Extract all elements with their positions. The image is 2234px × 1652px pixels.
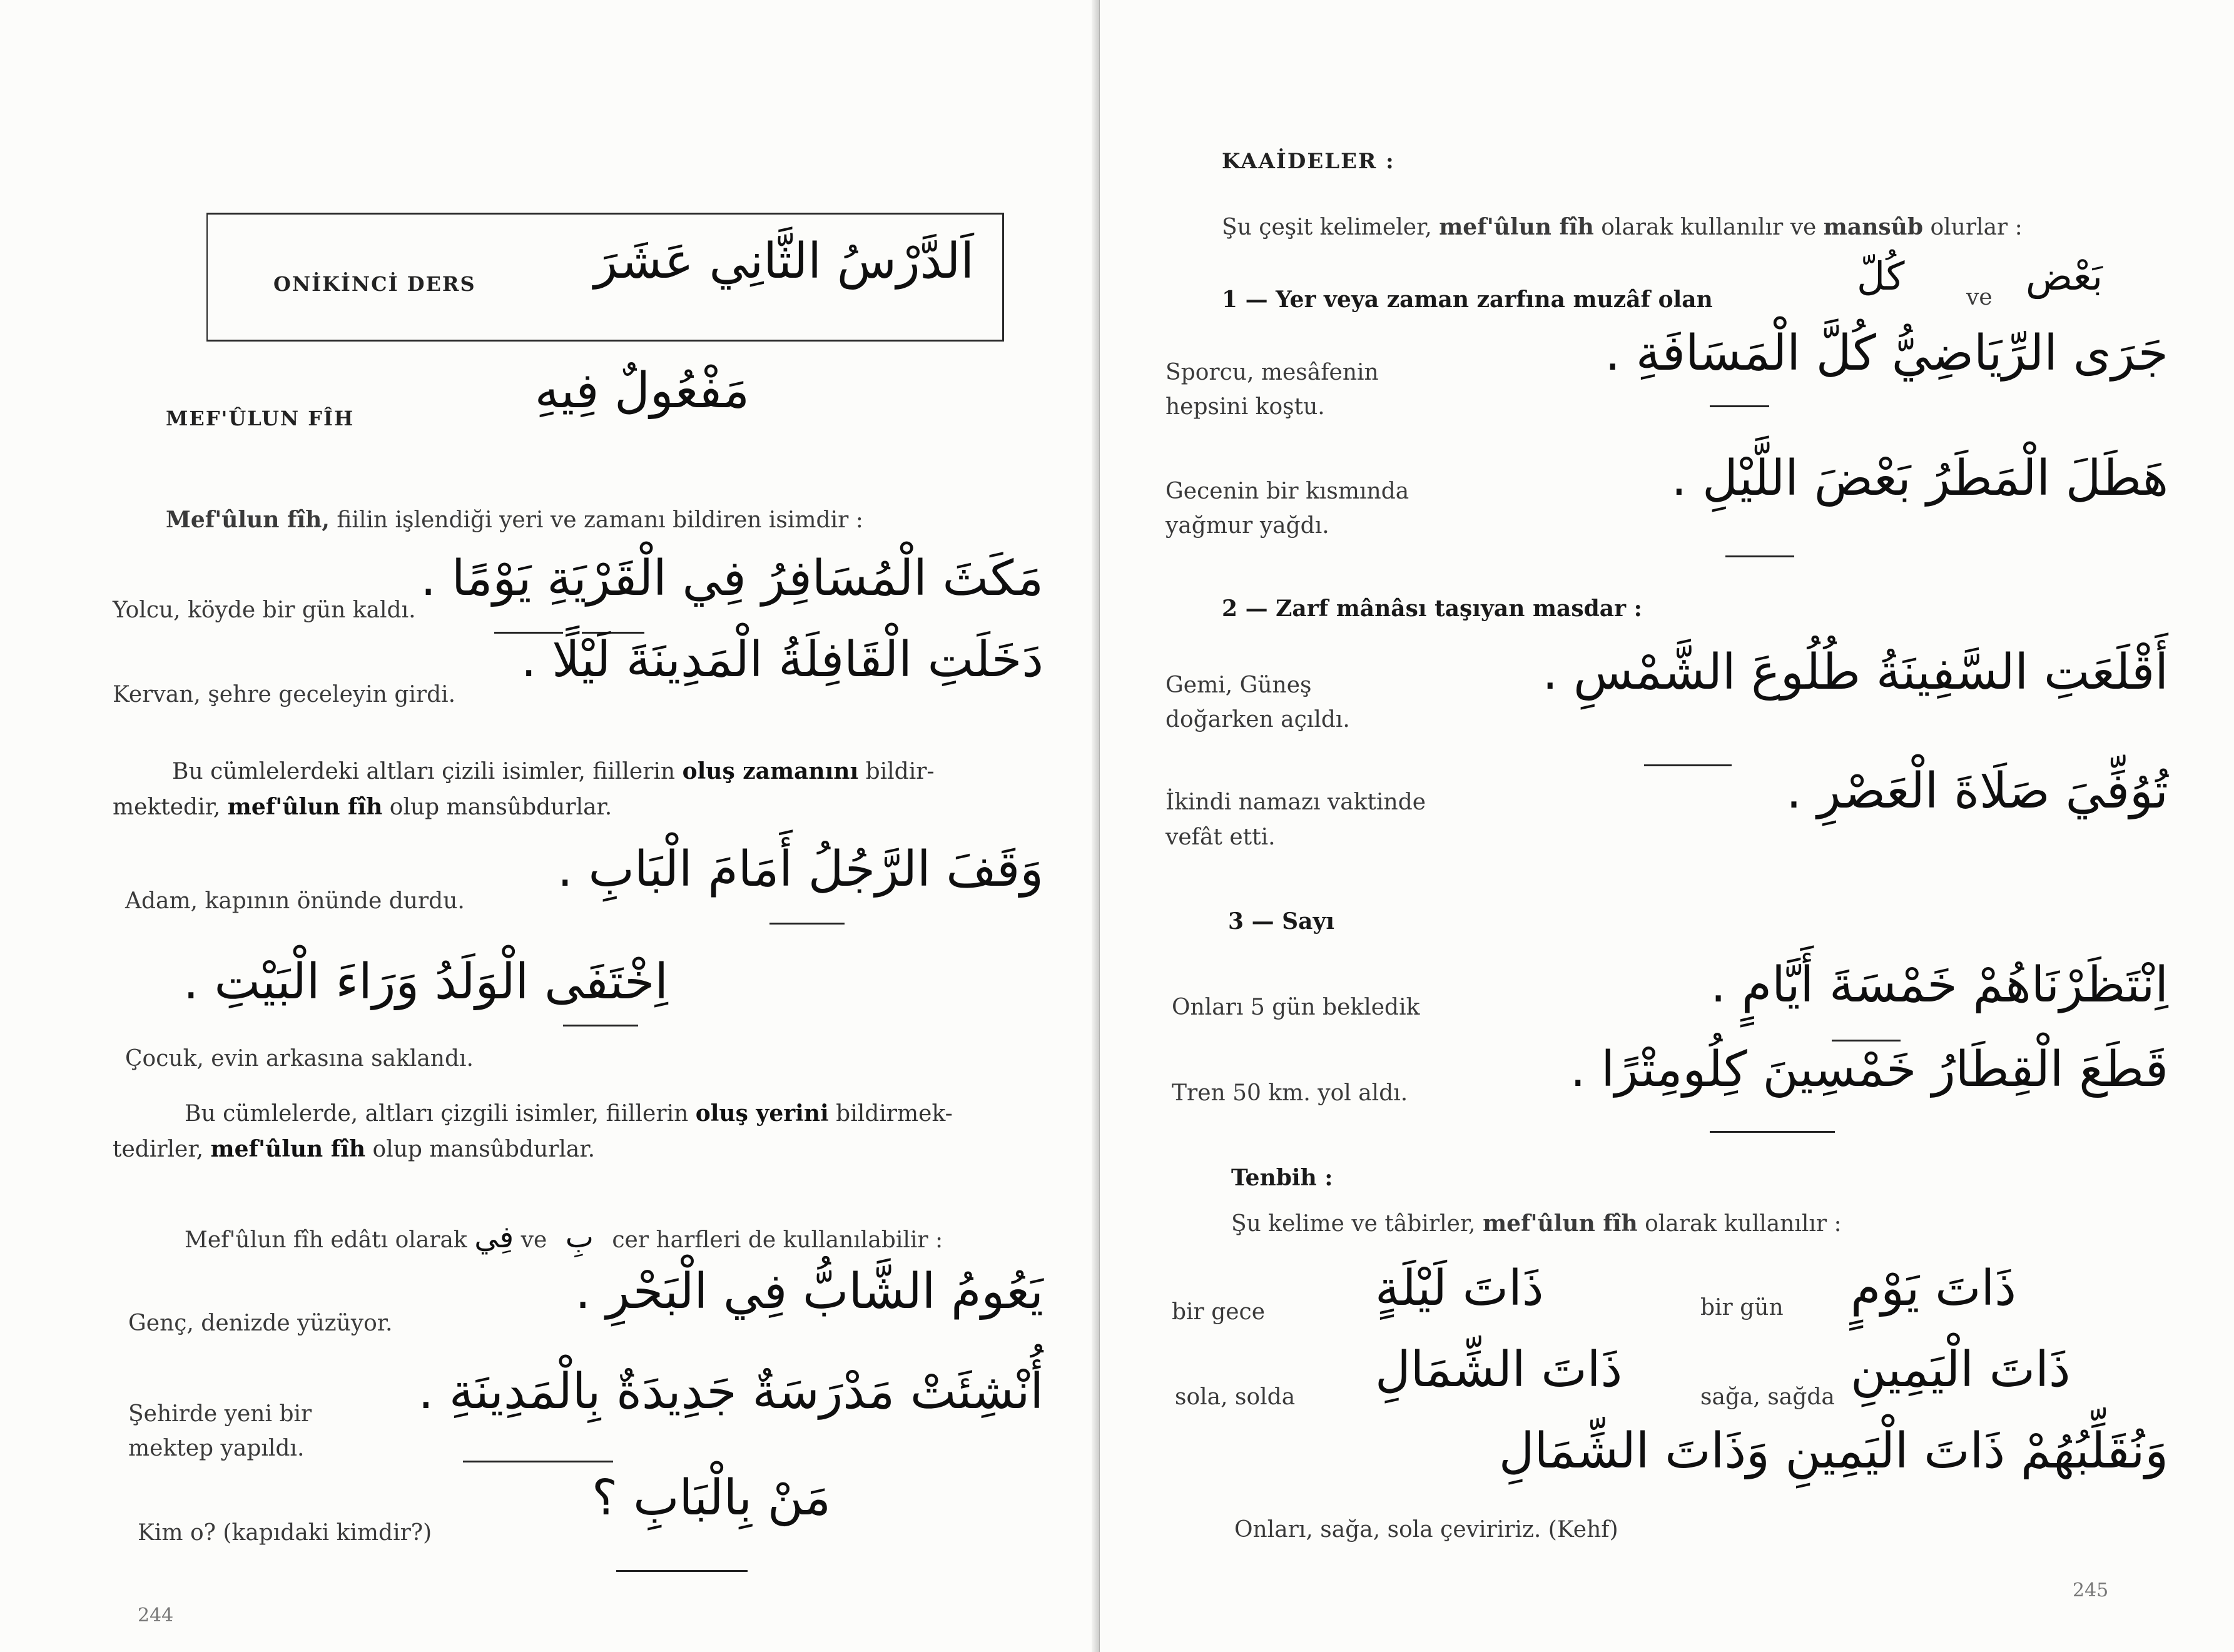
- rule-3-label: 3 — Sayı: [1228, 908, 1335, 935]
- example-rule2-1-tr1: Gemi, Güneş: [1165, 672, 1312, 698]
- example-rule1-1-tr2: hepsini koştu.: [1165, 394, 1325, 420]
- underline: [463, 1461, 613, 1462]
- example-harf-2-tr2: mektep yapıldı.: [128, 1436, 305, 1461]
- example-rule3-1-tr: Onları 5 gün bekledik: [1172, 995, 1420, 1020]
- rule-1-ve: ve: [1966, 285, 1993, 310]
- underline: [1644, 764, 1732, 766]
- example-rule2-1-tr2: doğarken açıldı.: [1165, 707, 1350, 732]
- underline: [769, 923, 845, 925]
- rule-2-label: 2 — Zarf mânâsı taşıyan masdar :: [1222, 595, 1642, 622]
- rule-1-label: 1 — Yer veya zaman zarfına muzâf olan: [1222, 286, 1713, 313]
- example-rule2-2-tr1: İkindi namazı vaktinde: [1165, 789, 1426, 815]
- intro-bold: mansûb: [1823, 214, 1924, 240]
- example-harf-1-ar: يَعُومُ الشَّابُّ فِي الْبَحْرِ .: [575, 1264, 1043, 1320]
- harf-note-text: cer harfleri de kullanılabilir :: [612, 1227, 943, 1253]
- intro-text: olurlar :: [1930, 215, 2023, 240]
- harf-note-text: Mef'ûlun fîh edâtı olarak: [185, 1227, 467, 1253]
- definition-term: Mef'ûlun fîh,: [166, 507, 330, 533]
- definition: [166, 507, 863, 533]
- underline: [1725, 555, 1794, 557]
- example-time-1-tr: Yolcu, köyde bir gün kaldı.: [113, 597, 416, 623]
- tenbih-label: Tenbih :: [1231, 1165, 1333, 1191]
- left-page: [0, 0, 1100, 1652]
- example-harf-3-ar: مَنْ بِالْبَابِ ؟: [591, 1470, 831, 1526]
- phrase-3-tr: sola, solda: [1175, 1384, 1296, 1410]
- note-place-text: bildirmek-: [836, 1101, 953, 1127]
- example-rule1-2-ar: هَطَلَ الْمَطَرُ بَعْضَ اللَّيْلِ .: [1671, 450, 2168, 507]
- lesson-title-ar: اَلدَّرْسُ الثَّانِي عَشَرَ: [594, 233, 974, 290]
- note-time-bold: oluş zamanını: [682, 758, 859, 784]
- note-time-text: olup mansûbdurlar.: [389, 794, 612, 820]
- lesson-title-tr: ONİKİNCİ DERS: [273, 272, 476, 296]
- example-place-1-tr: Adam, kapının önünde durdu.: [125, 888, 465, 914]
- example-rule3-1-ar: اِنْتَظَرْنَاهُمْ خَمْسَةَ أَيَّامٍ .: [1710, 957, 2168, 1013]
- tenbih-bold: mef'ûlun fîh: [1483, 1210, 1638, 1237]
- example-harf-3-tr: Kim o? (kapıdaki kimdir?): [138, 1520, 432, 1546]
- intro-text: olarak kullanılır ve: [1601, 215, 1817, 240]
- underline: [616, 1570, 748, 1572]
- phrase-2-tr: bir gün: [1700, 1295, 1784, 1320]
- phrase-4-ar: ذَاتَ الْيَمِينِ: [1851, 1342, 2071, 1398]
- example-time-2-ar: دَخَلَتِ الْقَافِلَةُ الْمَدِينَةَ لَيْلًا .: [520, 632, 1043, 688]
- topic-title-tr: MEF'ÛLUN FÎH: [166, 407, 355, 430]
- example-rule3-2-ar: قَطَعَ الْقِطَارُ خَمْسِينَ كِلُومِتْرًا .: [1570, 1041, 2168, 1098]
- quote-tr: Onları, sağa, sola çeviririz. (Kehf): [1234, 1517, 1618, 1543]
- example-place-2-ar: اِخْتَفَى الْوَلَدُ وَرَاءَ الْبَيْتِ .: [183, 954, 668, 1010]
- note-place-bold: mef'ûlun fîh: [210, 1136, 366, 1162]
- example-rule2-2-ar: تُوُفِّيَ صَلَاةَ الْعَصْرِ .: [1786, 763, 2168, 819]
- example-rule1-2-tr2: yağmur yağdı.: [1165, 513, 1329, 539]
- example-place-1-ar: وَقَفَ الرَّجُلُ أَمَامَ الْبَابِ .: [557, 841, 1043, 898]
- example-harf-2-tr1: Şehirde yeni bir: [128, 1401, 312, 1427]
- harf-note-ar: فِي: [474, 1220, 514, 1255]
- example-rule1-1-tr1: Sporcu, mesâfenin: [1165, 360, 1379, 385]
- intro-bold: mef'ûlun fîh: [1439, 214, 1594, 240]
- note-time-text: mektedir,: [113, 794, 221, 820]
- example-rule1-2-tr1: Gecenin bir kısmında: [1165, 479, 1409, 504]
- harf-note-ar: بِ: [565, 1220, 594, 1255]
- tenbih-text: [1231, 1210, 1842, 1237]
- note-place-text: tedirler,: [113, 1137, 204, 1162]
- note-time-text: Bu cümlelerdeki altları çizili isimler, fiillerin: [172, 759, 676, 784]
- example-time-1-ar: مَكَثَ الْمُسَافِرُ فِي الْقَرْيَةِ يَوْمًا .: [420, 550, 1043, 607]
- lesson-title-box: [206, 213, 1004, 342]
- page-number-right: 245: [2073, 1579, 2109, 1601]
- note-place-text: Bu cümlelerde, altları çizgili isimler, fiillerin: [185, 1101, 689, 1127]
- rules-heading: KAAİDELER :: [1222, 149, 1395, 174]
- underline: [1710, 405, 1769, 407]
- page-number-left: 244: [138, 1604, 174, 1626]
- example-rule1-1-ar: جَرَى الرِّيَاضِيُّ كُلَّ الْمَسَافَةِ .: [1605, 325, 2168, 382]
- quote-ar: وَنُقَلِّبُهُمْ ذَاتَ الْيَمِينِ وَذَاتَ الشِّمَالِ: [1498, 1423, 2168, 1479]
- rule-1-ar2: بَعْض: [2026, 253, 2103, 299]
- right-page: [1100, 0, 2234, 1652]
- example-rule3-2-tr: Tren 50 km. yol aldı.: [1172, 1080, 1408, 1106]
- phrase-1-tr: bir gece: [1172, 1299, 1266, 1325]
- example-rule2-2-tr2: vefât etti.: [1165, 824, 1276, 850]
- example-harf-1-tr: Genç, denizde yüzüyor.: [128, 1310, 393, 1336]
- intro-text: Şu çeşit kelimeler,: [1222, 215, 1432, 240]
- tenbih-text-part: olarak kullanılır :: [1645, 1211, 1842, 1237]
- rule-1-ar1: كُلّ: [1857, 253, 1905, 299]
- example-time-2-tr: Kervan, şehre geceleyin girdi.: [113, 682, 456, 707]
- note-place: [113, 1096, 1064, 1167]
- note-place-text: olup mansûbdurlar.: [372, 1137, 596, 1162]
- topic-title-ar: مَفْعُولٌ فِيهِ: [534, 363, 749, 419]
- example-rule2-1-ar: أَقْلَعَتِ السَّفِينَةُ طُلُوعَ الشَّمْسِ .: [1542, 644, 2168, 701]
- phrase-4-tr: sağa, sağda: [1700, 1384, 1835, 1410]
- note-place-bold: oluş yerini: [695, 1100, 829, 1127]
- harf-note-text: ve: [520, 1227, 547, 1253]
- underline: [1710, 1131, 1835, 1133]
- note-time-bold: mef'ûlun fîh: [227, 794, 383, 820]
- phrase-3-ar: ذَاتَ الشِّمَالِ: [1375, 1342, 1623, 1398]
- tenbih-text-part: Şu kelime ve tâbirler,: [1231, 1211, 1476, 1237]
- underline: [563, 1025, 638, 1026]
- phrase-2-ar: ذَاتَ يَوْمٍ: [1851, 1260, 2016, 1317]
- rules-intro: [1222, 214, 2023, 240]
- harf-note: [185, 1220, 943, 1255]
- note-time: [113, 754, 1064, 825]
- note-time-text: bildir-: [865, 759, 935, 784]
- definition-rest: fiilin işlendiği yeri ve zamanı bildiren isimdir :: [337, 507, 863, 533]
- example-place-2-tr: Çocuk, evin arkasına saklandı.: [125, 1046, 474, 1072]
- phrase-1-ar: ذَاتَ لَيْلَةٍ: [1375, 1260, 1544, 1317]
- example-harf-2-ar: أُنْشِئَتْ مَدْرَسَةٌ جَدِيدَةٌ بِالْمَدِينَةِ .: [418, 1364, 1043, 1420]
